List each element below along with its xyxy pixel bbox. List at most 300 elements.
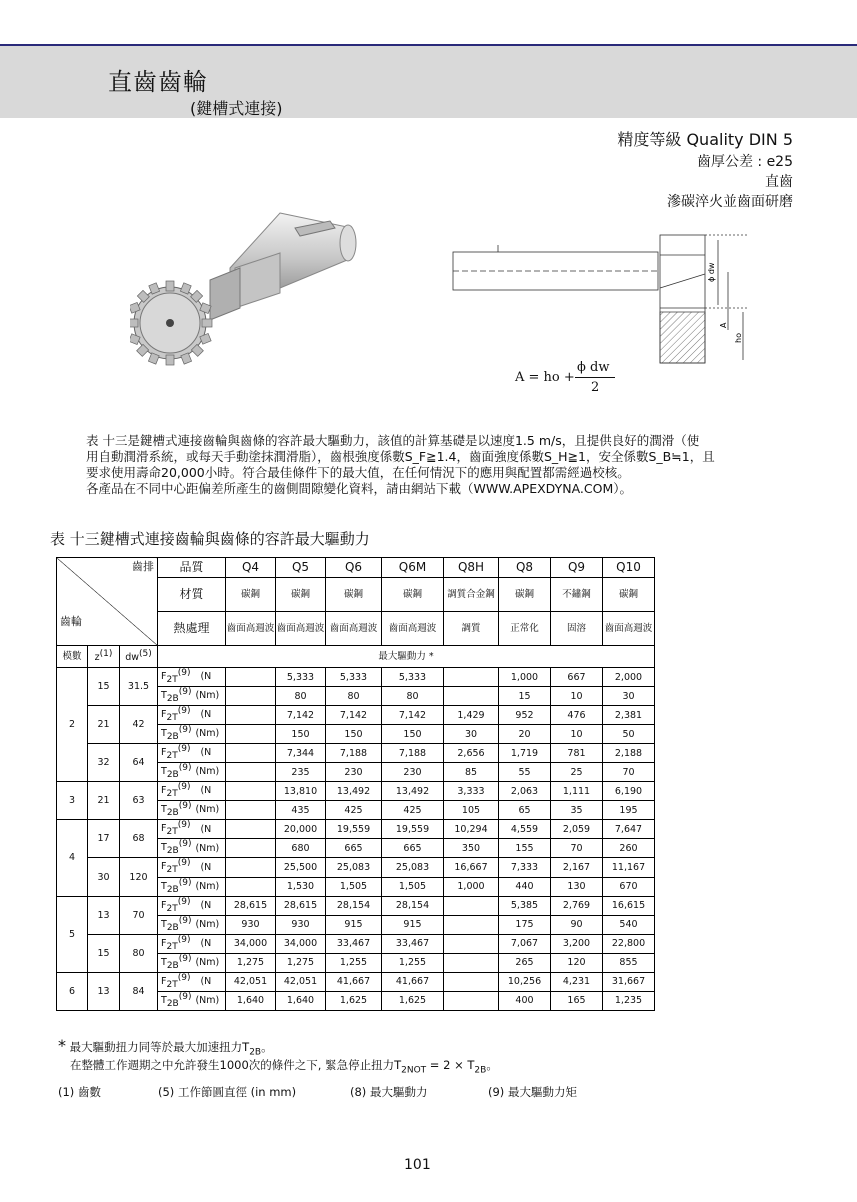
z-cell: 21: [88, 782, 120, 820]
force-label-f: F: [161, 823, 167, 835]
torque-label-unit: (Nm): [195, 804, 220, 816]
force-value: 25,500: [276, 858, 326, 877]
a-label: A: [719, 322, 728, 328]
force-label-sup: (9): [177, 782, 191, 793]
torque-label-sup: (9): [178, 801, 192, 812]
torque-label: [158, 877, 226, 896]
dw-cell: 63: [120, 782, 158, 820]
z-header-text: z: [94, 652, 100, 664]
force-value: 28,154: [326, 896, 382, 915]
z-cell: 15: [88, 934, 120, 972]
force-label-sup: (9): [177, 744, 191, 755]
torque-label-sub: 2B: [166, 808, 179, 819]
page-subtitle: (鍵槽式連接): [190, 99, 283, 118]
force-value: 5,333: [326, 668, 382, 687]
torque-value: 1,255: [326, 953, 382, 972]
force-label-sup: (9): [177, 972, 191, 983]
torque-value: 10: [551, 725, 603, 744]
force-value: 7,188: [382, 744, 444, 763]
dw-header-text: dw: [125, 652, 140, 664]
material-q10: 碳鋼: [603, 578, 655, 612]
force-value: [226, 858, 276, 877]
dw-header: [120, 646, 158, 668]
force-label-sub: 2T: [166, 827, 178, 838]
force-label-unit: (N: [200, 861, 212, 873]
force-value: 781: [551, 744, 603, 763]
torque-value: 50: [603, 725, 655, 744]
force-label-sup: (9): [177, 668, 191, 678]
force-value: 4,231: [551, 972, 603, 991]
torque-label-sup: (9): [178, 839, 192, 850]
torque-label-sub: 2B: [166, 998, 179, 1009]
force-label-unit: (N: [200, 899, 212, 911]
table-caption: 表 十三鍵槽式連接齒輪與齒條的容許最大驅動力: [50, 530, 370, 548]
torque-value: 1,505: [382, 877, 444, 896]
torque-value: 70: [551, 839, 603, 858]
torque-label-sup: (9): [178, 877, 192, 888]
force-value: 1,429: [444, 706, 499, 725]
table-row: [57, 896, 655, 915]
z-cell: 32: [88, 744, 120, 782]
force-value: 6,190: [603, 782, 655, 801]
quality-q4: Q4: [226, 558, 276, 578]
torque-value: 915: [326, 915, 382, 934]
force-label-sup: (9): [177, 820, 191, 831]
torque-value: 930: [276, 915, 326, 934]
force-label-unit: (N: [200, 975, 212, 987]
torque-label-sup: (9): [178, 763, 192, 774]
quality-q9: Q9: [551, 558, 603, 578]
force-label-sup: (9): [177, 706, 191, 717]
force-value: [226, 706, 276, 725]
torque-value: 80: [326, 687, 382, 706]
force-label: [158, 820, 226, 839]
torque-label-sub: 2B: [166, 884, 179, 895]
force-label-unit: (N: [200, 937, 212, 949]
dw-cell: 70: [120, 896, 158, 934]
para-line-1: 表 十三是鍵槽式連接齒輪與齒條的容許最大驅動力，該值的計算基礎是以速度1.5 m/s，且提供良好的潤滑（使: [86, 433, 700, 448]
force-label-sub: 2T: [166, 941, 178, 952]
formula-bar: [575, 377, 615, 378]
z-cell: 17: [88, 820, 120, 858]
torque-value: [226, 877, 276, 896]
note-2-text: 在整體工作週期之中允許發生1000次的條件之下, 緊急停止扭力T: [70, 1058, 402, 1072]
torque-label-unit: (Nm): [195, 956, 220, 968]
force-value: 10,294: [444, 820, 499, 839]
force-value: 10,256: [499, 972, 551, 991]
footnote-9: (9) 最大驅動力矩: [488, 1085, 577, 1099]
formula-numerator: ϕ dw: [577, 360, 610, 375]
torque-value: 15: [499, 687, 551, 706]
torque-value: 55: [499, 763, 551, 782]
torque-label-t: T: [161, 804, 167, 816]
force-value: 19,559: [382, 820, 444, 839]
force-label-sub: 2T: [166, 751, 178, 762]
force-value: 7,188: [326, 744, 382, 763]
torque-value: 1,275: [226, 953, 276, 972]
force-label-f: F: [161, 709, 167, 721]
force-label-sup: (9): [177, 858, 191, 869]
force-value: 3,200: [551, 934, 603, 953]
table-row: [57, 782, 655, 801]
force-label-sub: 2T: [166, 979, 178, 990]
torque-value: 155: [499, 839, 551, 858]
force-label: [158, 782, 226, 801]
torque-value: 425: [326, 801, 382, 820]
force-label-unit: (N: [200, 823, 212, 835]
module-cell: 5: [57, 896, 88, 972]
torque-label-t: T: [161, 766, 167, 778]
force-value: [444, 668, 499, 687]
torque-label-t: T: [161, 728, 167, 740]
torque-value: 440: [499, 877, 551, 896]
torque-value: 540: [603, 915, 655, 934]
torque-label: [158, 991, 226, 1010]
force-value: 22,800: [603, 934, 655, 953]
table-row: [57, 744, 655, 763]
module-header: 模數: [57, 646, 88, 668]
torque-label-sub: 2B: [166, 694, 179, 705]
torque-value: [226, 725, 276, 744]
torque-label: [158, 763, 226, 782]
force-label-f: F: [161, 671, 167, 683]
table-row: [57, 934, 655, 953]
force-value: 2,656: [444, 744, 499, 763]
torque-value: 665: [382, 839, 444, 858]
material-q6: 碳鋼: [326, 578, 382, 612]
torque-label: [158, 953, 226, 972]
torque-value: [226, 763, 276, 782]
force-value: 5,385: [499, 896, 551, 915]
force-value: 2,063: [499, 782, 551, 801]
force-value: 34,000: [226, 934, 276, 953]
force-value: 2,167: [551, 858, 603, 877]
force-value: 7,344: [276, 744, 326, 763]
quality-q8: Q8: [499, 558, 551, 578]
torque-label-unit: (Nm): [195, 994, 220, 1006]
material-q9: 不鏽鋼: [551, 578, 603, 612]
formula-denominator: 2: [591, 380, 600, 395]
force-value: 28,615: [226, 896, 276, 915]
torque-label-sub: 2B: [166, 960, 179, 971]
quality-q6m: Q6M: [382, 558, 444, 578]
force-label: [158, 668, 226, 687]
torque-label-unit: (Nm): [195, 728, 220, 740]
torque-value: [444, 687, 499, 706]
force-label-sub: 2T: [166, 903, 178, 914]
force-value: 41,667: [326, 972, 382, 991]
force-value: 476: [551, 706, 603, 725]
torque-label-sup: (9): [178, 915, 192, 926]
torque-value: 665: [326, 839, 382, 858]
torque-value: 150: [276, 725, 326, 744]
force-label-f: F: [161, 861, 167, 873]
torque-label-unit: (Nm): [195, 766, 220, 778]
gear-label: 齒輪: [60, 615, 82, 628]
torque-label-sub: 2B: [166, 922, 179, 933]
force-value: 19,559: [326, 820, 382, 839]
force-label-f: F: [161, 747, 167, 759]
force-label-sub: 2T: [166, 675, 178, 686]
force-value: 952: [499, 706, 551, 725]
dw-cell: 31.5: [120, 668, 158, 706]
page-title: 直齒齒輪: [108, 68, 208, 96]
note-1-sub: 2B: [249, 1047, 262, 1058]
torque-value: 1,235: [603, 991, 655, 1010]
force-value: [226, 820, 276, 839]
force-label-sup: (9): [177, 934, 191, 945]
force-value: 7,333: [499, 858, 551, 877]
heat-q4: 齒面高週波: [226, 612, 276, 646]
force-value: 34,000: [276, 934, 326, 953]
para-line-4: 各產品在不同中心距偏差所產生的齒側間隙變化資料，請由網站下載（WWW.APEXDYNA.COM）。: [86, 481, 633, 496]
note-2-sub: 2NOT: [401, 1065, 427, 1076]
material-q6m: 碳鋼: [382, 578, 444, 612]
force-label: [158, 858, 226, 877]
heat-q9: 固溶: [551, 612, 603, 646]
torque-label-sup: (9): [178, 991, 192, 1002]
torque-value: 1,275: [276, 953, 326, 972]
force-value: 20,000: [276, 820, 326, 839]
torque-value: 175: [499, 915, 551, 934]
force-value: 1,719: [499, 744, 551, 763]
dw-cell: 84: [120, 972, 158, 1010]
force-value: 28,154: [382, 896, 444, 915]
material-label: 材質: [158, 578, 226, 612]
note-2-mid: = 2 × T: [426, 1058, 475, 1072]
note-2: [70, 1057, 498, 1075]
force-value: 33,467: [326, 934, 382, 953]
force-value: 5,333: [276, 668, 326, 687]
quality-q8h: Q8H: [444, 558, 499, 578]
force-value: 16,615: [603, 896, 655, 915]
torque-label-t: T: [161, 994, 167, 1006]
module-cell: 6: [57, 972, 88, 1010]
page-number: 101: [404, 1157, 431, 1173]
force-value: 2,059: [551, 820, 603, 839]
torque-label-unit: (Nm): [195, 842, 220, 854]
torque-label-t: T: [161, 956, 167, 968]
torque-value: 1,640: [226, 991, 276, 1010]
torque-label: [158, 801, 226, 820]
torque-value: 80: [382, 687, 444, 706]
force-label: [158, 706, 226, 725]
note-2-sub2: 2B: [474, 1065, 487, 1076]
footnote-8: (8) 最大驅動力: [350, 1085, 428, 1099]
force-value: 2,000: [603, 668, 655, 687]
force-value: 3,333: [444, 782, 499, 801]
para-line-3: 要求使用壽命20,000小時。符合最佳條件下的最大值，在任何情況下的應用與配置都需經過校核。: [86, 465, 630, 480]
torque-label-unit: (Nm): [195, 690, 220, 702]
torque-value: 1,640: [276, 991, 326, 1010]
force-value: [226, 744, 276, 763]
force-label: [158, 972, 226, 991]
heat-label: 熱處理: [158, 612, 226, 646]
table-row: [57, 858, 655, 877]
torque-value: [226, 687, 276, 706]
torque-value: 150: [326, 725, 382, 744]
torque-label: [158, 687, 226, 706]
force-value: 13,492: [382, 782, 444, 801]
torque-label-unit: (Nm): [195, 918, 220, 930]
torque-value: 130: [551, 877, 603, 896]
force-label-f: F: [161, 899, 167, 911]
torque-value: 350: [444, 839, 499, 858]
z-header: [88, 646, 120, 668]
torque-value: 90: [551, 915, 603, 934]
spec-quality: 精度等級 Quality DIN 5: [617, 130, 793, 149]
force-value: [444, 896, 499, 915]
quality-q10: Q10: [603, 558, 655, 578]
z-cell: 13: [88, 972, 120, 1010]
force-value: 42,051: [226, 972, 276, 991]
force-value: 1,111: [551, 782, 603, 801]
force-value: 33,467: [382, 934, 444, 953]
torque-value: [444, 991, 499, 1010]
force-value: 31,667: [603, 972, 655, 991]
spec-treatment: 滲碳淬火並齒面研磨: [667, 194, 793, 210]
torque-label: [158, 725, 226, 744]
ho-label: ho: [734, 333, 743, 343]
torque-value: 65: [499, 801, 551, 820]
heat-q6: 齒面高週波: [326, 612, 382, 646]
force-value: [444, 972, 499, 991]
force-value: 5,333: [382, 668, 444, 687]
torque-value: 670: [603, 877, 655, 896]
torque-value: 195: [603, 801, 655, 820]
note-star: *: [58, 1036, 66, 1055]
force-value: 16,667: [444, 858, 499, 877]
heat-q5: 齒面高週波: [276, 612, 326, 646]
force-label-unit: (N: [200, 785, 212, 797]
force-value: 28,615: [276, 896, 326, 915]
torque-value: 70: [603, 763, 655, 782]
spec-tolerance: 齒厚公差 : e25: [696, 154, 793, 170]
description-paragraph: [86, 433, 776, 497]
material-q5: 碳鋼: [276, 578, 326, 612]
torque-value: 165: [551, 991, 603, 1010]
force-value: 7,067: [499, 934, 551, 953]
z-cell: 13: [88, 896, 120, 934]
dw-label: ϕ dw: [707, 262, 716, 282]
torque-value: 1,530: [276, 877, 326, 896]
torque-value: [226, 839, 276, 858]
torque-value: 230: [382, 763, 444, 782]
torque-value: 30: [603, 687, 655, 706]
dw-cell: 120: [120, 858, 158, 896]
force-label-sub: 2T: [166, 865, 178, 876]
table-row: [57, 972, 655, 991]
torque-label-sub: 2B: [166, 846, 179, 857]
force-value: 7,142: [382, 706, 444, 725]
force-label-unit: (N: [200, 747, 212, 759]
force-label-f: F: [161, 975, 167, 987]
corner-cell: [57, 558, 158, 646]
torque-value: 915: [382, 915, 444, 934]
z-header-sup: (1): [99, 649, 113, 660]
heat-q6m: 齒面高週波: [382, 612, 444, 646]
torque-label-sup: (9): [178, 725, 192, 736]
note-1: [58, 1036, 273, 1057]
rack-label: 齒排: [132, 560, 154, 573]
dw-header-sup: (5): [139, 649, 152, 660]
torque-value: 680: [276, 839, 326, 858]
material-q4: 碳鋼: [226, 578, 276, 612]
force-label-f: F: [161, 937, 167, 949]
torque-label-sup: (9): [178, 687, 192, 698]
force-label: [158, 934, 226, 953]
torque-label-t: T: [161, 690, 167, 702]
force-value: 25,083: [326, 858, 382, 877]
force-label: [158, 744, 226, 763]
torque-value: 235: [276, 763, 326, 782]
torque-label-sup: (9): [178, 953, 192, 964]
note-2-end: 。: [486, 1058, 498, 1072]
force-value: 2,381: [603, 706, 655, 725]
torque-label-sub: 2B: [166, 732, 179, 743]
torque-label-unit: (Nm): [195, 880, 220, 892]
table-row: [57, 706, 655, 725]
torque-value: 230: [326, 763, 382, 782]
force-value: [226, 668, 276, 687]
torque-value: 400: [499, 991, 551, 1010]
torque-label-sub: 2B: [166, 770, 179, 781]
note-1-end: 。: [261, 1040, 273, 1054]
torque-label: [158, 839, 226, 858]
table-row: [57, 820, 655, 839]
force-label-f: F: [161, 785, 167, 797]
force-value: 25,083: [382, 858, 444, 877]
heat-q8h: 調質: [444, 612, 499, 646]
module-cell: 4: [57, 820, 88, 896]
force-value: 41,667: [382, 972, 444, 991]
force-label: [158, 896, 226, 915]
torque-value: [444, 953, 499, 972]
force-value: 2,188: [603, 744, 655, 763]
torque-value: 435: [276, 801, 326, 820]
torque-value: 1,625: [382, 991, 444, 1010]
torque-value: 150: [382, 725, 444, 744]
quality-q6: Q6: [326, 558, 382, 578]
spec-tooth: 直齒: [765, 174, 793, 190]
torque-value: 80: [276, 687, 326, 706]
z-cell: 21: [88, 706, 120, 744]
torque-value: 35: [551, 801, 603, 820]
torque-value: 120: [551, 953, 603, 972]
force-value: 7,142: [326, 706, 382, 725]
heat-q10: 齒面高週波: [603, 612, 655, 646]
torque-value: 30: [444, 725, 499, 744]
torque-value: 10: [551, 687, 603, 706]
force-value: 4,559: [499, 820, 551, 839]
footnote-1: (1) 齒數: [58, 1085, 101, 1099]
force-value: 11,167: [603, 858, 655, 877]
force-value: 7,647: [603, 820, 655, 839]
torque-value: 425: [382, 801, 444, 820]
material-q8: 碳鋼: [499, 578, 551, 612]
torque-value: 1,625: [326, 991, 382, 1010]
torque-value: 1,255: [382, 953, 444, 972]
table-row: [57, 668, 655, 687]
z-cell: 15: [88, 668, 120, 706]
torque-label-t: T: [161, 918, 167, 930]
para-line-2: 用自動潤滑系統，或每天手動塗抹潤滑脂），齒根強度係數S_F≧1.4，齒面強度係數S_H≧1，安全係數S_B≒1，且: [86, 449, 715, 464]
torque-value: 85: [444, 763, 499, 782]
force-value: 13,810: [276, 782, 326, 801]
heat-q8: 正常化: [499, 612, 551, 646]
torque-value: 855: [603, 953, 655, 972]
force-label-sub: 2T: [166, 789, 178, 800]
